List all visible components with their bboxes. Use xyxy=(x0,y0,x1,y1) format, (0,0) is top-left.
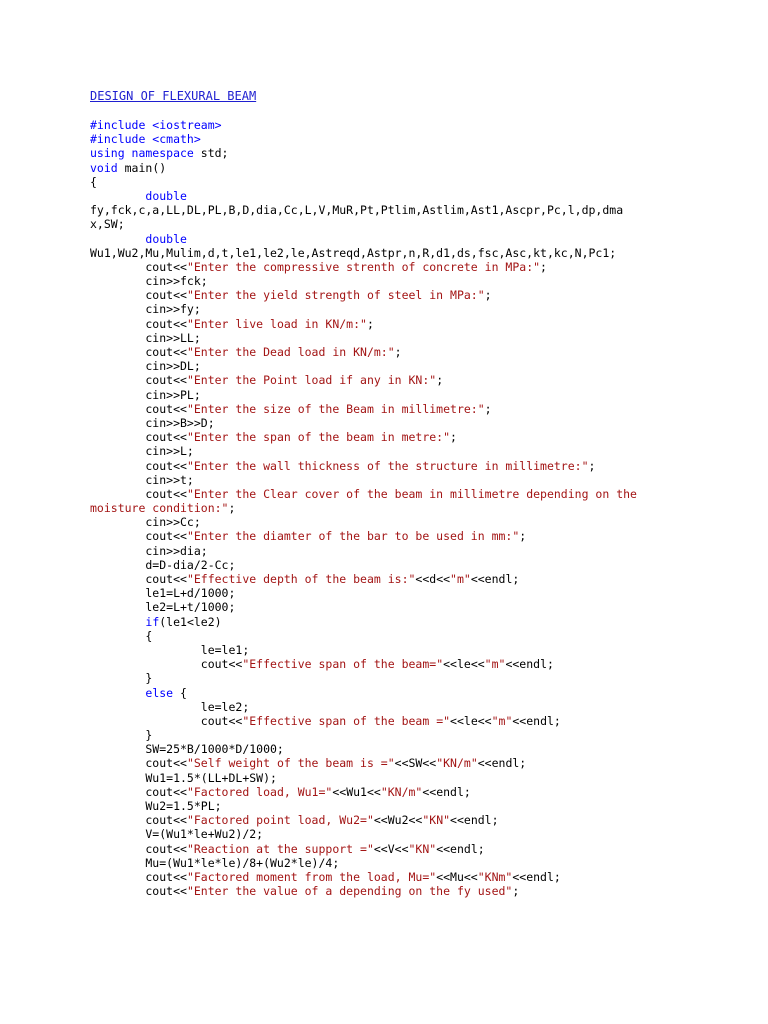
code-text: std; xyxy=(193,146,229,161)
code-line xyxy=(90,714,678,728)
code-line xyxy=(90,217,678,231)
keyword: double xyxy=(145,188,187,203)
code-line xyxy=(90,416,678,430)
code-text: ; xyxy=(484,401,492,416)
code-line xyxy=(90,132,678,146)
code-line xyxy=(90,345,678,359)
code-text: { xyxy=(173,685,187,700)
code-text: ; xyxy=(588,458,596,473)
code-line xyxy=(90,146,678,160)
code-line xyxy=(90,728,678,742)
code-text: cout<< xyxy=(90,430,187,445)
code-text: cout<< xyxy=(90,288,187,303)
code-text: <<d<< xyxy=(415,572,451,586)
code-text: Mu=(Wu1*le*le)/8+(Wu2*le)/4; xyxy=(90,855,340,870)
code-text: cout<< xyxy=(90,345,187,359)
code-text: d=D-dia/2-Cc; xyxy=(90,557,236,572)
string-literal: "Effective depth of the beam is:" xyxy=(186,572,416,586)
code-text: le=le2; xyxy=(90,699,250,714)
string-literal: "m" xyxy=(484,657,506,672)
string-literal: "KN" xyxy=(422,813,451,828)
keyword: #include <iostream> xyxy=(90,118,222,132)
code-text: Wu1,Wu2,Mu,Mulim,d,t,le1,le2,le,Astreqd,Astpr,n,R,d1,ds,fsc,Asc,kt,kc,N,Pc1; xyxy=(90,245,617,260)
code-line xyxy=(90,515,678,529)
code-text: cout<< xyxy=(90,458,187,473)
string-literal: "Factored moment from the load, Mu=" xyxy=(186,869,437,884)
code-text: x,SW; xyxy=(90,217,125,232)
code-line xyxy=(90,643,678,657)
code-text: cin>>t; xyxy=(90,472,194,487)
keyword: using namespace xyxy=(90,146,194,161)
code-line xyxy=(90,785,678,799)
code-text: cin>>Cc; xyxy=(90,515,201,530)
code-text: cin>>fck; xyxy=(90,274,208,289)
code-text: <<endl; xyxy=(436,841,485,856)
keyword: double xyxy=(145,231,187,246)
code-line xyxy=(90,274,678,288)
code-text: cout<< xyxy=(90,572,187,586)
keyword: if xyxy=(145,614,160,629)
code-line xyxy=(90,700,678,714)
code-text: ; xyxy=(512,884,520,899)
code-line xyxy=(90,799,678,813)
code-line xyxy=(90,175,678,189)
keyword: #include <cmath> xyxy=(90,132,201,147)
code-line xyxy=(90,203,678,217)
code-text: cout<< xyxy=(90,373,187,388)
code-line xyxy=(90,629,678,643)
string-literal: "m" xyxy=(450,572,471,586)
code-line xyxy=(90,742,678,756)
string-literal: "KN/m" xyxy=(436,756,478,771)
code-text: (le1<le2) xyxy=(159,614,222,629)
code-line xyxy=(90,813,678,827)
string-literal: "Enter the diamter of the bar to be used in mm:" xyxy=(186,529,520,544)
string-literal: "Factored point load, Wu2=" xyxy=(186,813,374,828)
string-literal: "Enter the yield strength of steel in MPa:" xyxy=(186,288,485,303)
code-text: SW=25*B/1000*D/1000; xyxy=(90,742,284,757)
code-line xyxy=(90,444,678,458)
code-line xyxy=(90,501,678,515)
code-text: <<Mu<< xyxy=(436,869,478,884)
code-line xyxy=(90,686,678,700)
code-text: <<endl; xyxy=(505,657,554,672)
string-literal: "Reaction at the support =" xyxy=(186,841,374,856)
code-line xyxy=(90,232,678,246)
code-text: <<Wu2<< xyxy=(373,813,423,828)
string-literal: "Enter the Dead load in KN/m:" xyxy=(186,345,395,359)
code-line xyxy=(90,189,678,203)
code-text: main() xyxy=(117,160,167,175)
code-text: cin>>B>>D; xyxy=(90,415,215,430)
code-line xyxy=(90,842,678,856)
code-text: cout<< xyxy=(90,841,187,856)
code-line xyxy=(90,459,678,473)
code-line xyxy=(90,771,678,785)
code-text: cin>>LL; xyxy=(90,330,201,345)
code-text: cout<< xyxy=(90,713,243,728)
code-text: V=(Wu1*le+Wu2)/2; xyxy=(90,827,264,842)
code-text: <<le<< xyxy=(443,657,485,672)
code-line xyxy=(90,615,678,629)
code-text: ; xyxy=(366,316,374,331)
code-line xyxy=(90,671,678,685)
code-text: <<Wu1<< xyxy=(332,784,381,799)
code-text: cout<< xyxy=(90,529,187,544)
code-line xyxy=(90,402,678,416)
code-text: ; xyxy=(394,345,402,359)
code-line xyxy=(90,359,678,373)
code-listing xyxy=(90,118,678,898)
code-line xyxy=(90,487,678,501)
code-text: cout<< xyxy=(90,486,187,501)
code-line xyxy=(90,756,678,770)
code-text: cout<< xyxy=(90,259,187,274)
code-text: cin>>L; xyxy=(90,444,194,459)
code-text: <<endl; xyxy=(512,869,561,884)
code-line xyxy=(90,856,678,870)
code-text xyxy=(90,686,145,700)
code-line xyxy=(90,288,678,302)
code-text: ; xyxy=(519,529,527,544)
string-literal: "Enter the Clear cover of the beam in millimetre depending on the xyxy=(186,486,637,501)
code-line xyxy=(90,331,678,345)
code-text: cout<< xyxy=(90,756,187,771)
code-text: Wu1=1.5*(LL+DL+SW); xyxy=(90,770,277,785)
code-line xyxy=(90,302,678,316)
code-text: <<le<< xyxy=(450,713,492,728)
code-text: ; xyxy=(436,373,444,388)
code-text: ; xyxy=(450,430,457,445)
code-line xyxy=(90,884,678,898)
code-line xyxy=(90,118,678,132)
string-literal: moisture condition:" xyxy=(90,501,229,516)
string-literal: "Factored load, Wu1=" xyxy=(186,784,333,799)
string-literal: "Self weight of the beam is =" xyxy=(186,756,395,771)
code-line xyxy=(90,388,678,402)
code-text: le=le1; xyxy=(90,642,250,657)
code-line xyxy=(90,827,678,841)
code-text: cout<< xyxy=(90,401,187,416)
code-line xyxy=(90,246,678,260)
code-text: { xyxy=(90,628,153,643)
code-text: cin>>fy; xyxy=(90,302,201,317)
code-line xyxy=(90,558,678,572)
code-line xyxy=(90,529,678,543)
code-text: ; xyxy=(540,259,547,274)
code-text: le1=L+d/1000; xyxy=(90,586,236,601)
string-literal: "Enter live load in KN/m:" xyxy=(186,316,367,331)
code-line xyxy=(90,430,678,444)
code-text: cin>>dia; xyxy=(90,543,208,558)
string-literal: "Enter the wall thickness of the structure in millimetre:" xyxy=(186,458,589,473)
code-text: { xyxy=(90,174,97,189)
code-text: } xyxy=(90,671,153,686)
code-text: cin>>PL; xyxy=(90,387,201,402)
code-text: cout<< xyxy=(90,869,187,884)
code-text: fy,fck,c,a,LL,DL,PL,B,D,dia,Cc,L,V,MuR,Pt,Ptlim,Astlim,Ast1,Ascpr,Pc,l,dp,dma xyxy=(90,203,624,218)
code-line xyxy=(90,473,678,487)
string-literal: "Enter the span of the beam in metre:" xyxy=(186,430,451,445)
code-text: <<V<< xyxy=(373,841,409,856)
string-literal: "Effective span of the beam =" xyxy=(242,713,451,728)
code-line xyxy=(90,260,678,274)
code-line xyxy=(90,544,678,558)
document-title: DESIGN OF FLEXURAL BEAM xyxy=(90,89,257,103)
code-text: cout<< xyxy=(90,316,187,331)
code-text xyxy=(90,189,145,203)
string-literal: "KN/m" xyxy=(380,784,423,799)
code-line xyxy=(90,572,678,586)
string-literal: "Enter the compressive strenth of concrete in MPa:" xyxy=(186,259,541,274)
string-literal: "Enter the value of a depending on the fy used" xyxy=(186,884,513,899)
code-line xyxy=(90,657,678,671)
code-text: cout<< xyxy=(90,784,187,799)
code-text: <<endl; xyxy=(477,756,527,771)
code-line xyxy=(90,870,678,884)
code-text: Wu2=1.5*PL; xyxy=(90,799,222,813)
code-text: <<endl; xyxy=(512,713,561,728)
code-text: <<endl; xyxy=(470,572,520,586)
code-line xyxy=(90,373,678,387)
code-line xyxy=(90,586,678,600)
code-text: cin>>DL; xyxy=(90,359,201,374)
code-text: cout<< xyxy=(90,657,243,672)
code-text: <<endl; xyxy=(422,784,471,799)
string-literal: "m" xyxy=(491,713,513,728)
code-line xyxy=(90,161,678,175)
string-literal: "Enter the Point load if any in KN:" xyxy=(186,373,437,388)
string-literal: "Effective span of the beam=" xyxy=(242,657,444,672)
code-text: } xyxy=(90,728,153,743)
string-literal: "KN" xyxy=(408,841,437,856)
string-literal: "Enter the size of the Beam in millimetre:" xyxy=(186,401,485,416)
keyword: void xyxy=(90,160,118,175)
code-text: ; xyxy=(228,501,236,516)
code-text: ; xyxy=(484,288,492,303)
code-text xyxy=(90,232,145,246)
code-text: <<endl; xyxy=(450,813,499,828)
code-text: le2=L+t/1000; xyxy=(90,600,236,615)
code-text: cout<< xyxy=(90,884,187,899)
code-text: <<SW<< xyxy=(394,756,437,771)
code-line xyxy=(90,317,678,331)
code-text: cout<< xyxy=(90,813,187,828)
keyword: else xyxy=(145,685,174,700)
string-literal: "KNm" xyxy=(477,869,513,884)
code-line xyxy=(90,600,678,614)
code-text xyxy=(90,615,145,629)
